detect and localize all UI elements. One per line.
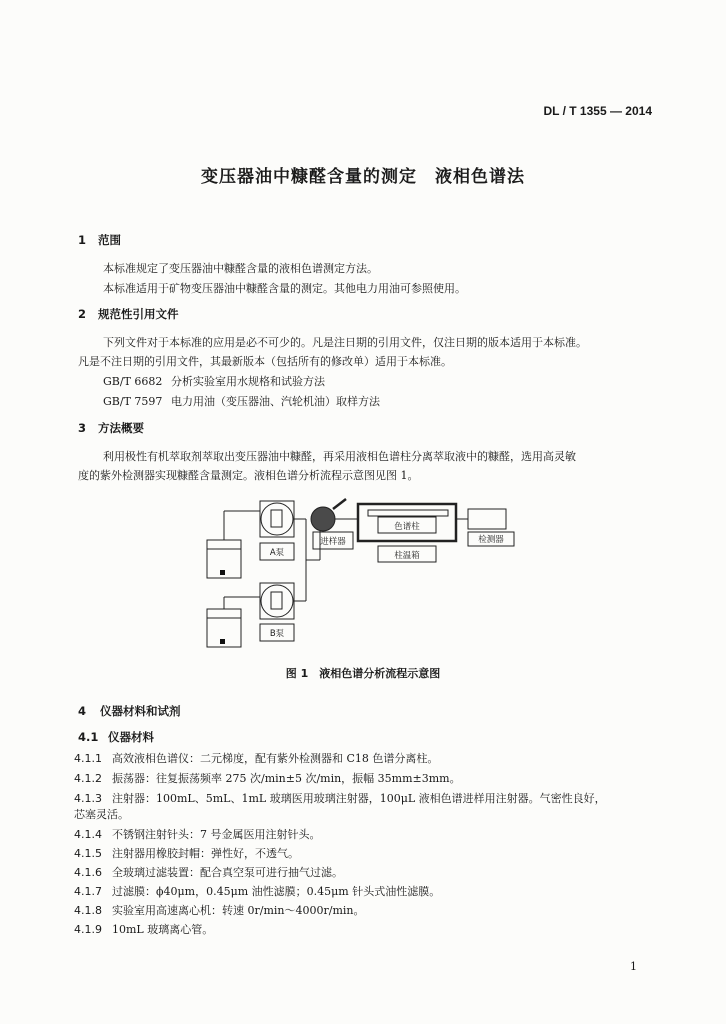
hplc-flow-diagram [200, 497, 522, 655]
item-text: 不锈钢注射针头：7 号金属医用注射针头。 [112, 828, 321, 841]
reference-code: GB/T 7597 [103, 395, 163, 408]
pump-a-body [260, 501, 294, 537]
section-2-heading [78, 306, 179, 322]
list-item-continuation: 芯塞灵活。 [74, 808, 129, 821]
paragraph: 本标准规定了变压器油中糠醛含量的液相色谱测定方法。 [103, 262, 378, 275]
figure-caption: 图 1 液相色谱分析流程示意图 [285, 667, 441, 680]
detector-label: 检测器 [478, 535, 504, 545]
page-number: 1 [630, 960, 637, 973]
item-text: 过滤膜：ϕ40μm，0.45μm 油性滤膜；0.45μm 针头式油性滤膜。 [112, 885, 441, 898]
column-label: 色谱柱 [394, 522, 420, 532]
paragraph: 下列文件对于本标准的应用是必不可少的。凡是注日期的引用文件，仅注日期的版本适用于本标准。 [103, 336, 587, 349]
reference-name: 电力用油（变压器油、汽轮机油）取样方法 [171, 395, 380, 408]
item-number: 4.1.3 [74, 792, 102, 805]
section-3-heading [78, 420, 144, 436]
paragraph: 利用极性有机萃取剂萃取出变压器油中糠醛，再采用液相色谱柱分离萃取液中的糠醛，选用高灵敏 [103, 450, 576, 463]
section-number: 1 [78, 233, 87, 247]
item-number: 4.1.9 [74, 923, 102, 936]
pump-b-body [260, 583, 294, 619]
pump-b-piston [271, 592, 282, 609]
subsection-4-1-heading [78, 729, 154, 745]
paragraph: 本标准适用于矿物变压器油中糠醛含量的测定。其他电力用油可参照使用。 [103, 282, 466, 295]
section-title: 范围 [98, 233, 121, 247]
item-text: 注射器：100mL、5mL、1mL 玻璃医用玻璃注射器，100μL 液相色谱进样用注射器。气密性良好， [112, 792, 606, 805]
list-item [74, 902, 364, 918]
paragraph-continuation: 度的紫外检测器实现糠醛含量测定。液相色谱分析流程示意图见图 1。 [78, 469, 419, 482]
injector-label: 进样器 [320, 537, 346, 547]
section-title: 方法概要 [98, 421, 144, 435]
pump-b-label: B泵 [269, 629, 285, 639]
section-title: 仪器材料和试剂 [100, 704, 181, 718]
list-item [74, 883, 440, 899]
reference-item [103, 372, 325, 391]
pump-a-head [261, 503, 293, 535]
list-item [74, 845, 299, 861]
reference-code: GB/T 6682 [103, 375, 163, 388]
pump-a-piston [271, 510, 282, 527]
section-title: 规范性引用文件 [98, 307, 179, 321]
injector-needle [333, 499, 346, 509]
section-number: 4 [78, 704, 87, 718]
item-number: 4.1.6 [74, 866, 102, 879]
reference-item [103, 392, 380, 411]
item-number: 4.1.1 [74, 752, 102, 765]
list-item [74, 790, 606, 806]
item-text: 10mL 玻璃离心管。 [112, 923, 214, 936]
list-item [74, 826, 321, 842]
section-number: 4.1 [78, 730, 99, 744]
item-number: 4.1.4 [74, 828, 102, 841]
section-number: 3 [78, 421, 87, 435]
paragraph-continuation: 凡是不注日期的引用文件，其最新版本（包括所有的修改单）适用于本标准。 [78, 355, 452, 368]
page-title: 变压器油中糠醛含量的测定 液相色谱法 [201, 167, 525, 187]
list-item [74, 864, 343, 880]
item-text: 高效液相色谱仪：二元梯度，配有紫外检测器和 C18 色谱分离柱。 [112, 752, 439, 765]
filter-a [220, 570, 225, 575]
item-number: 4.1.2 [74, 772, 102, 785]
section-title: 仪器材料 [108, 730, 154, 744]
oven-label: 柱温箱 [394, 551, 420, 561]
item-text: 振荡器：往复振荡频率 275 次/min±5 次/min，振幅 35mm±3mm。 [112, 772, 461, 785]
pump-b-head [261, 585, 293, 617]
section-4-heading [78, 703, 181, 719]
item-text: 全玻璃过滤装置：配合真空泵可进行抽气过滤。 [112, 866, 343, 879]
pump-a-label: A泵 [269, 548, 285, 558]
section-number: 2 [78, 307, 87, 321]
list-item [74, 750, 438, 766]
item-text: 注射器用橡胶封帽：弹性好，不透气。 [112, 847, 299, 860]
item-number: 4.1.8 [74, 904, 102, 917]
item-text: 实验室用高速离心机：转速 0r/min～4000r/min。 [112, 904, 365, 917]
detector-body [468, 509, 506, 529]
item-number: 4.1.7 [74, 885, 102, 898]
reference-name: 分析实验室用水规格和试验方法 [171, 375, 325, 388]
column-tube [368, 510, 448, 516]
standard-number: DL / T 1355 — 2014 [543, 104, 652, 118]
item-number: 4.1.5 [74, 847, 102, 860]
list-item [74, 921, 213, 937]
injector-valve [311, 507, 335, 531]
filter-b [220, 639, 225, 644]
list-item [74, 770, 461, 786]
section-1-heading [78, 232, 121, 248]
